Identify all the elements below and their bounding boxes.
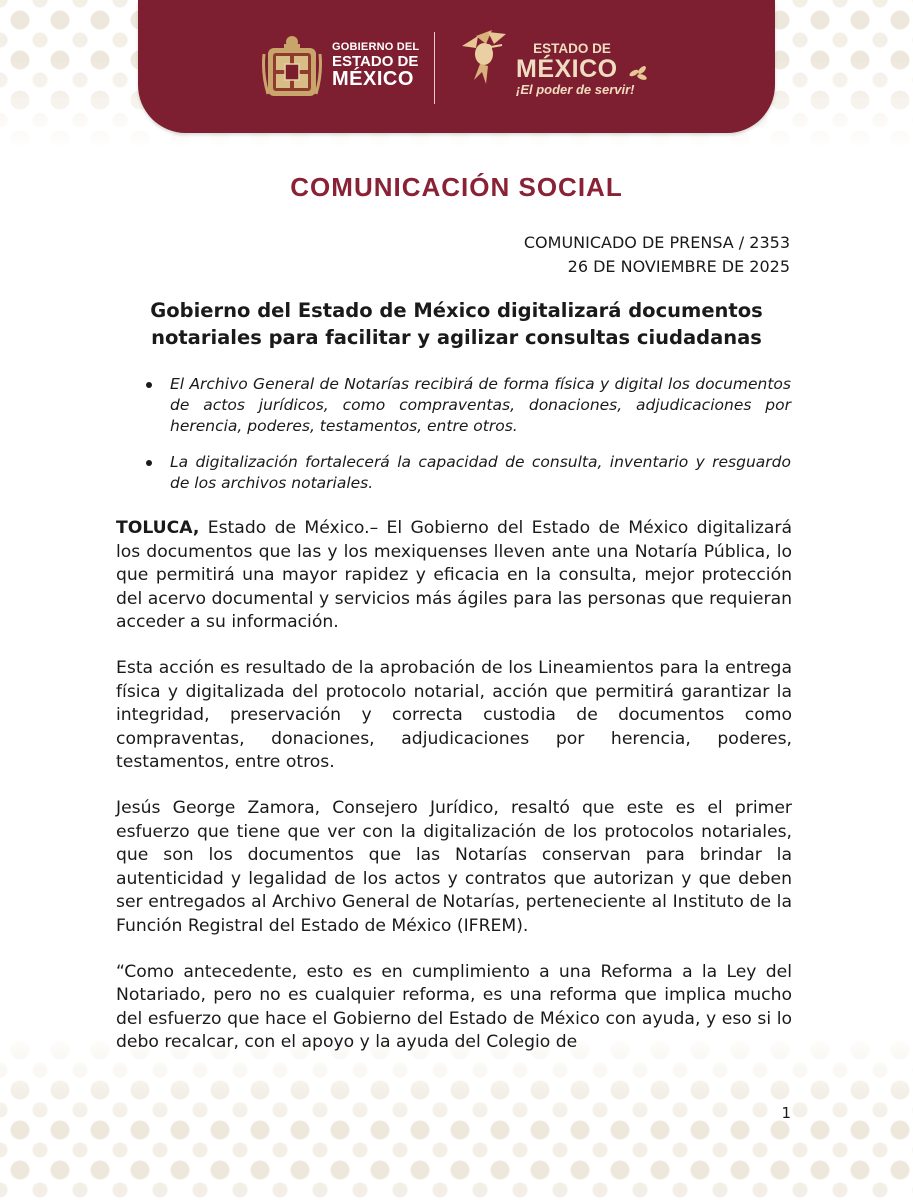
gov-logo-line-1: GOBIERNO DEL bbox=[332, 41, 420, 53]
paragraph-1-text: Estado de México.– El Gobierno del Estado de México digitalizará los documentos que las y los mexiquenses lleven ante una Notaría Pública, lo que permitirá una mayor rapidez y eficacia en la consulta, mejor protección del acervo documental y servicios más ágiles para las personas que requieran acceder a su información. bbox=[116, 518, 792, 633]
gov-logo-line-2: ESTADO DE bbox=[332, 52, 419, 70]
logo-divider bbox=[434, 32, 435, 104]
press-release-date: 26 DE NOVIEMBRE DE 2025 bbox=[567, 257, 790, 276]
bullet-icon bbox=[146, 382, 152, 388]
bullet-icon bbox=[146, 460, 152, 466]
paragraph-3: Jesús George Zamora, Consejero Jurídico, resaltó que este es el primer esfuerzo que tiene que ver con la digitalización de los protocolos notariales, que son los documentos que las Notarías conservan para brindar la autenticidad y legalidad de los actos y contratos que autorizan y que deben ser entregados al Archivo General de Notarías, perteneciente al Instituto de la Función Registral del Estado de México (IFREM). bbox=[116, 797, 792, 936]
section-title: COMUNICACIÓN SOCIAL bbox=[290, 172, 623, 202]
press-release-number: COMUNICADO DE PRENSA / 2353 bbox=[523, 233, 790, 252]
bullet-text: La digitalización fortalecerá la capacidad de consulta, inventario y resguardo de los archivos notariales. bbox=[170, 453, 791, 492]
brand-line-2: MÉXICO bbox=[516, 55, 618, 83]
government-logo-text bbox=[332, 42, 432, 90]
estado-brand bbox=[516, 42, 634, 98]
paragraph-2: Esta acción es resultado de la aprobación de los Lineamientos para la entrega física y digitalizada del protocolo notarial, acción que permitirá garantizar la integridad, preservación y correcta custodia de documentos como compraventas, donaciones, adjudicaciones por herencia, poderes, testamentos, entre otros. bbox=[116, 657, 792, 773]
brand-slogan: ¡El poder de servir! bbox=[516, 82, 635, 97]
brand-line-1: ESTADO DE bbox=[533, 41, 611, 56]
article-body bbox=[116, 517, 792, 1077]
headline: Gobierno del Estado de México digitalizará documentos notariales para facilitar y agilizar consultas ciudadanas bbox=[150, 299, 763, 349]
summary-bullet bbox=[146, 452, 791, 494]
page-number: 1 bbox=[781, 1104, 791, 1122]
paragraph-4: “Como antecedente, esto es en cumplimiento a una Reforma a la Ley del Notariado, pero no es cualquier reforma, es una reforma que implica mucho del esfuerzo que hace el Gobierno del Estado de México con ayuda, y eso si lo debo recalcar, con el apoyo y la ayuda del Colegio de bbox=[116, 961, 792, 1053]
header-banner bbox=[138, 0, 775, 133]
dateline: TOLUCA, bbox=[116, 518, 200, 538]
laurel-icon bbox=[628, 64, 650, 82]
summary-bullet bbox=[146, 374, 791, 437]
gov-logo-line-3: MÉXICO bbox=[332, 68, 414, 91]
bullet-text: El Archivo General de Notarías recibirá de forma física y digital los documentos de actos jurídicos, como compraventas, donaciones, adjudicaciones por herencia, poderes, testamentos, entre otros. bbox=[170, 375, 791, 435]
coat-of-arms-icon bbox=[262, 34, 322, 100]
summary-bullets bbox=[146, 374, 791, 509]
paragraph-1 bbox=[116, 517, 792, 635]
hummingbird-logo-icon bbox=[452, 28, 510, 90]
press-release-meta bbox=[524, 231, 790, 279]
